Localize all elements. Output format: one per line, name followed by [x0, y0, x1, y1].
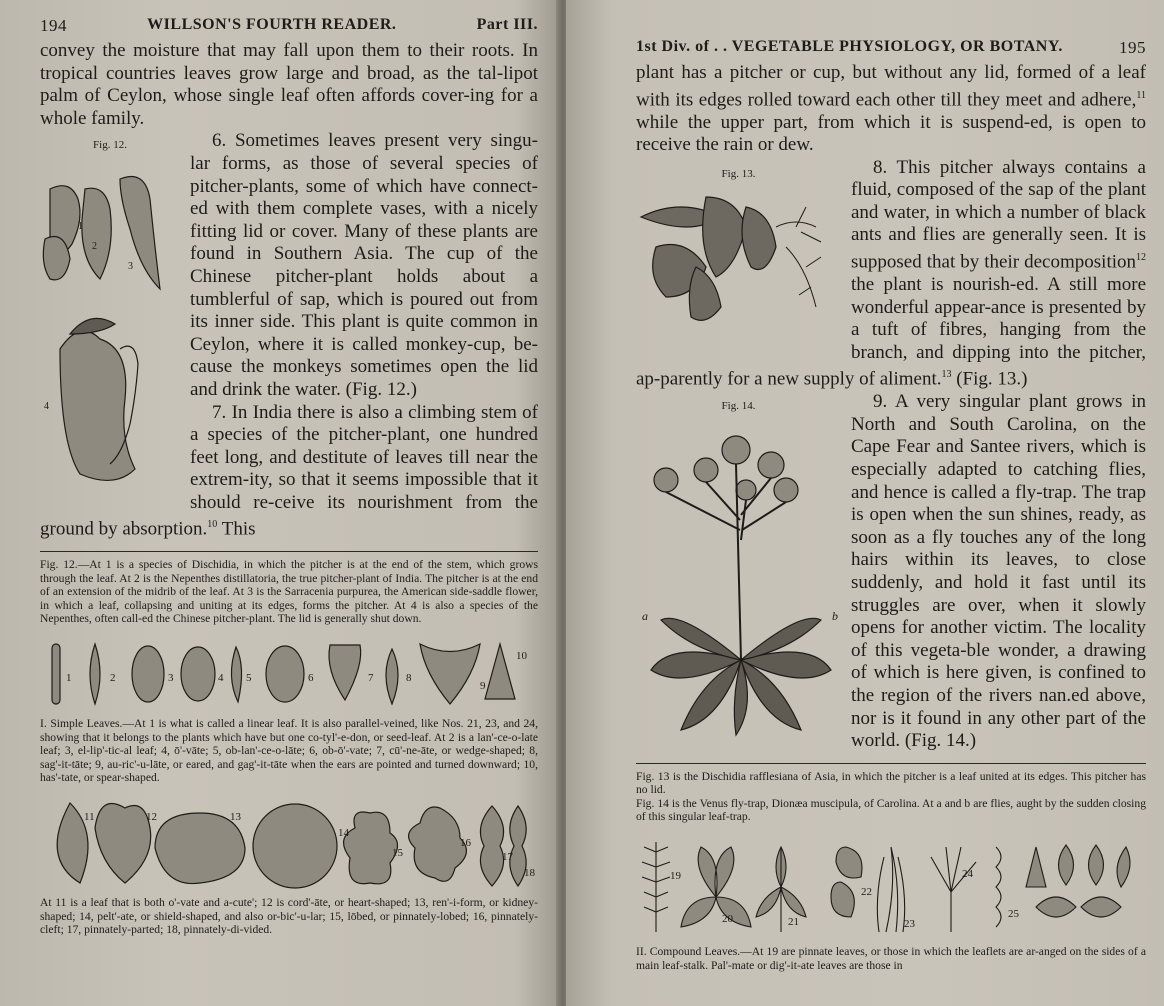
- paragraph-7-text: 7. In India there is also a climbing stem of a species of the pitcher-plant, one hundred feet long, and destitute of leaves till near the extrem-ity, so that it seems impossible that it should re-ceive its nourishment from the ground by absorption.: [40, 401, 538, 540]
- right-page: [566, 0, 1164, 1006]
- left-running-head: [40, 16, 538, 36]
- footnote-ref-11: 11: [1136, 89, 1146, 101]
- figure-14: [636, 395, 841, 748]
- paragraph-8-text: 8. This pitcher always contains a fluid, composed of the sap of the plant and water, in which a number of black ants and flies are generally seen. It is supposed that by their decomposition: [851, 156, 1146, 273]
- left-body-text: [40, 40, 538, 541]
- pitcher-plant-illustration: [40, 159, 180, 499]
- leaf-number-8: 8: [406, 672, 412, 685]
- leaf-number-20: 20: [722, 913, 733, 926]
- right-running-head: [636, 38, 1146, 58]
- right-page-number: 195: [1119, 38, 1146, 57]
- simple-leaves-illustration: [40, 639, 530, 709]
- leaf-number-4: 4: [218, 672, 224, 685]
- leaf-number-21: 21: [788, 916, 799, 929]
- leaf-number-7: 7: [368, 672, 374, 685]
- leaf-number-16: 16: [460, 837, 471, 850]
- compound-leaves-caption: II. Compound Leaves.—At 19 are pinnate leaves, or those in which the leaflets are ar-anged on the sides of a main leaf-stalk. Pal'-mate or dig'-it-ate leaves are those in: [636, 945, 1146, 972]
- leaf-number-2: 2: [110, 672, 116, 685]
- leaf-number-25: 25: [1008, 908, 1019, 921]
- leaf-number-22: 22: [861, 886, 872, 899]
- left-part-label: Part III.: [476, 16, 538, 33]
- lobed-leaves-row: [40, 798, 538, 888]
- paragraph-8-end: (Fig. 13.): [956, 368, 1028, 390]
- left-paragraph-continued: convey the moisture that may fall upon them to their roots. In tropical countries leaves grow large and broad, as the tal-lipot palm of Ceylon, whose single leaf often affords cover-ing for a whole family.: [40, 40, 538, 129]
- leaf-number-19: 19: [670, 870, 681, 883]
- right-paragraph-continued: [636, 62, 1146, 157]
- svg-text:2: 2: [92, 240, 97, 252]
- leaf-number-9: 9: [480, 680, 486, 693]
- right-footnote-rule: [636, 763, 1146, 764]
- leaf-number-14: 14: [338, 827, 349, 840]
- leaf-number-10: 10: [516, 650, 527, 663]
- right-running-title: 1st Div. of . . VEGETABLE PHYSIOLOGY, OR BOTANY.: [636, 38, 1063, 55]
- compound-leaves-row: [636, 837, 1146, 937]
- left-page-number: 194: [40, 16, 67, 35]
- footnote-ref-10: 10: [207, 519, 218, 531]
- leaf-number-17: 17: [502, 851, 513, 864]
- figure-12: [40, 134, 180, 507]
- fig12-caption: Fig. 12.: [93, 139, 127, 152]
- footnote-fig14: Fig. 14 is the Venus fly-trap, Dionæa muscipula, of Carolina. At a and b are flies, aught by the sudden closing of this singular leaf-trap.: [636, 796, 1146, 824]
- fig13-caption: Fig. 13.: [721, 167, 756, 180]
- right-body-text: [636, 62, 1146, 753]
- leaf-number-1: 1: [66, 672, 72, 685]
- lobed-leaves-caption: At 11 is a leaf that is both o'-vate and a-cute'; 12 is cord'-āte, or heart-shaped; 13, ren'-i-form, or kidney-shaped; 14, pelt'-ate, or shield-shaped, and also or-bic'-u-lar; 15, lōbed, or pinnately-lobed; 16, pinnately-cleft; 17, pinnately-parted; 18, pinnately-di-vided.: [40, 896, 538, 937]
- lobed-leaves-illustration: [40, 798, 535, 888]
- leaf-number-15: 15: [392, 847, 403, 860]
- leaf-number-12: 12: [146, 811, 157, 824]
- footnote-ref-13: 13: [941, 369, 952, 381]
- dischidia-illustration: [636, 187, 841, 337]
- leaf-number-11: 11: [84, 811, 95, 824]
- leaf-number-24: 24: [962, 868, 973, 881]
- figure-13: [636, 163, 841, 346]
- leaf-number-5: 5: [246, 672, 252, 685]
- paragraph-6: 6. Sometimes leaves present very singu-lar forms, as those of several species of pitcher-plants, some of which have connect-ed with them complete vases, with a nicely fitting lid or cover. Many of these plants are found in Southern Asia. The cup of the Chinese pitcher-plant holds about a tumblerful of sap, which is poured out from its inner side. This plant is quite common in Ceylon, where it is called monkey-cup, be-cause the monkeys sometimes open the lid and drink the water. (Fig. 12.): [190, 130, 538, 400]
- footnote-fig12: Fig. 12.—At 1 is a species of Dischidia, in which the pitcher is at the end of the stem, which grows through the leaf. At 2 is the Nepenthes distillatoria, the true pitcher-plant of India. The pitcher is at the end of an extension of the midrib of the leaf. At 3 is the Sarracenia purpurea, the American side-saddle flower, in which a leaf, collapsing and uniting at its edges, forms the pitcher. At 4 is also a species of the Nepenthes, often call-ed the Chinese pitcher-plant. The lid is generally shut down.: [40, 558, 538, 626]
- paragraph-9: 9. A very singular plant grows in North and South Carolina, on the Cape Fear and Santee rivers, which is especially adapted to catching flies, and hence is called a fly-trap. The trap is open when the sun shines, ready, as soon as a fly touches any of the long hairs within its leaves, to close suddenly, and hold it fast until its struggles are over, when it slowly opens for another victim. The locality of this vegeta-ble wonder, a drawing of which is here given, is confined to the region of the rivers nan.ed above, nor is it found in any other part of the world. (Fig. 14.): [851, 391, 1146, 752]
- leaf-number-18: 18: [524, 867, 535, 880]
- right-paragraph-text: plant has a pitcher or cup, but without any lid, formed of a leaf with its edges rolled toward each other till they meet and adhere,: [636, 62, 1146, 110]
- svg-text:4: 4: [44, 400, 49, 412]
- svg-text:1: 1: [78, 220, 83, 232]
- leaf-number-3: 3: [168, 672, 174, 685]
- left-page: [0, 0, 560, 1006]
- paragraph-7-tail: This: [221, 518, 256, 540]
- paragraph-8-tail: the plant is nourish-ed. A still more wonderful appear-ance is presented by a tuft of fibres, hanging from the branch, and dipping into the pitcher, ap-parently for a new supply of aliment.: [636, 274, 1146, 390]
- leaf-number-23: 23: [904, 918, 915, 931]
- compound-leaves-illustration: [636, 837, 1136, 937]
- svg-text:3: 3: [128, 260, 133, 272]
- left-running-title: WILLSON'S FOURTH READER.: [147, 16, 397, 33]
- simple-leaves-caption: I. Simple Leaves.—At 1 is what is called a linear leaf. It is also parallel-veined, like Nos. 21, 23, and 24, showing that it belongs to the plants which have but one co-tyl'-e-don, or seed-leaf. At 2 is a lan'-ce-o-late leaf; 3, el-lip'-tic-al leaf; 4, ō'-vāte; 5, ob-lan'-ce-o-lāte; 6, ob-ō'-vate; 7, cū'-ne-āte, or wedge-shaped; 8, sag'-it-tāte; 9, au-ric'-u-lāte, or eared, and gag'-it-tāte when the ears are pointed and turned downward; 10, has'-tate, or spear-shaped.: [40, 717, 538, 785]
- fig14-label-a: a: [642, 608, 648, 623]
- right-paragraph-tail: while the upper part, from which it is suspend-ed, is open to receive the rain or dew.: [636, 111, 1146, 156]
- fig14-label-b: b: [832, 608, 838, 623]
- leaf-number-6: 6: [308, 672, 314, 685]
- footnote-ref-12: 12: [1136, 252, 1146, 264]
- left-footnote-rule: [40, 551, 538, 552]
- footnote-fig13: Fig. 13 is the Dischidia rafflesiana of Asia, in which the pitcher is a leaf united at its edges. This pitcher has no lid.: [636, 769, 1146, 797]
- simple-leaves-row: [40, 639, 538, 709]
- fig14-caption: Fig. 14.: [721, 400, 756, 413]
- venus-flytrap-illustration: [636, 420, 841, 740]
- leaf-number-13: 13: [230, 811, 241, 824]
